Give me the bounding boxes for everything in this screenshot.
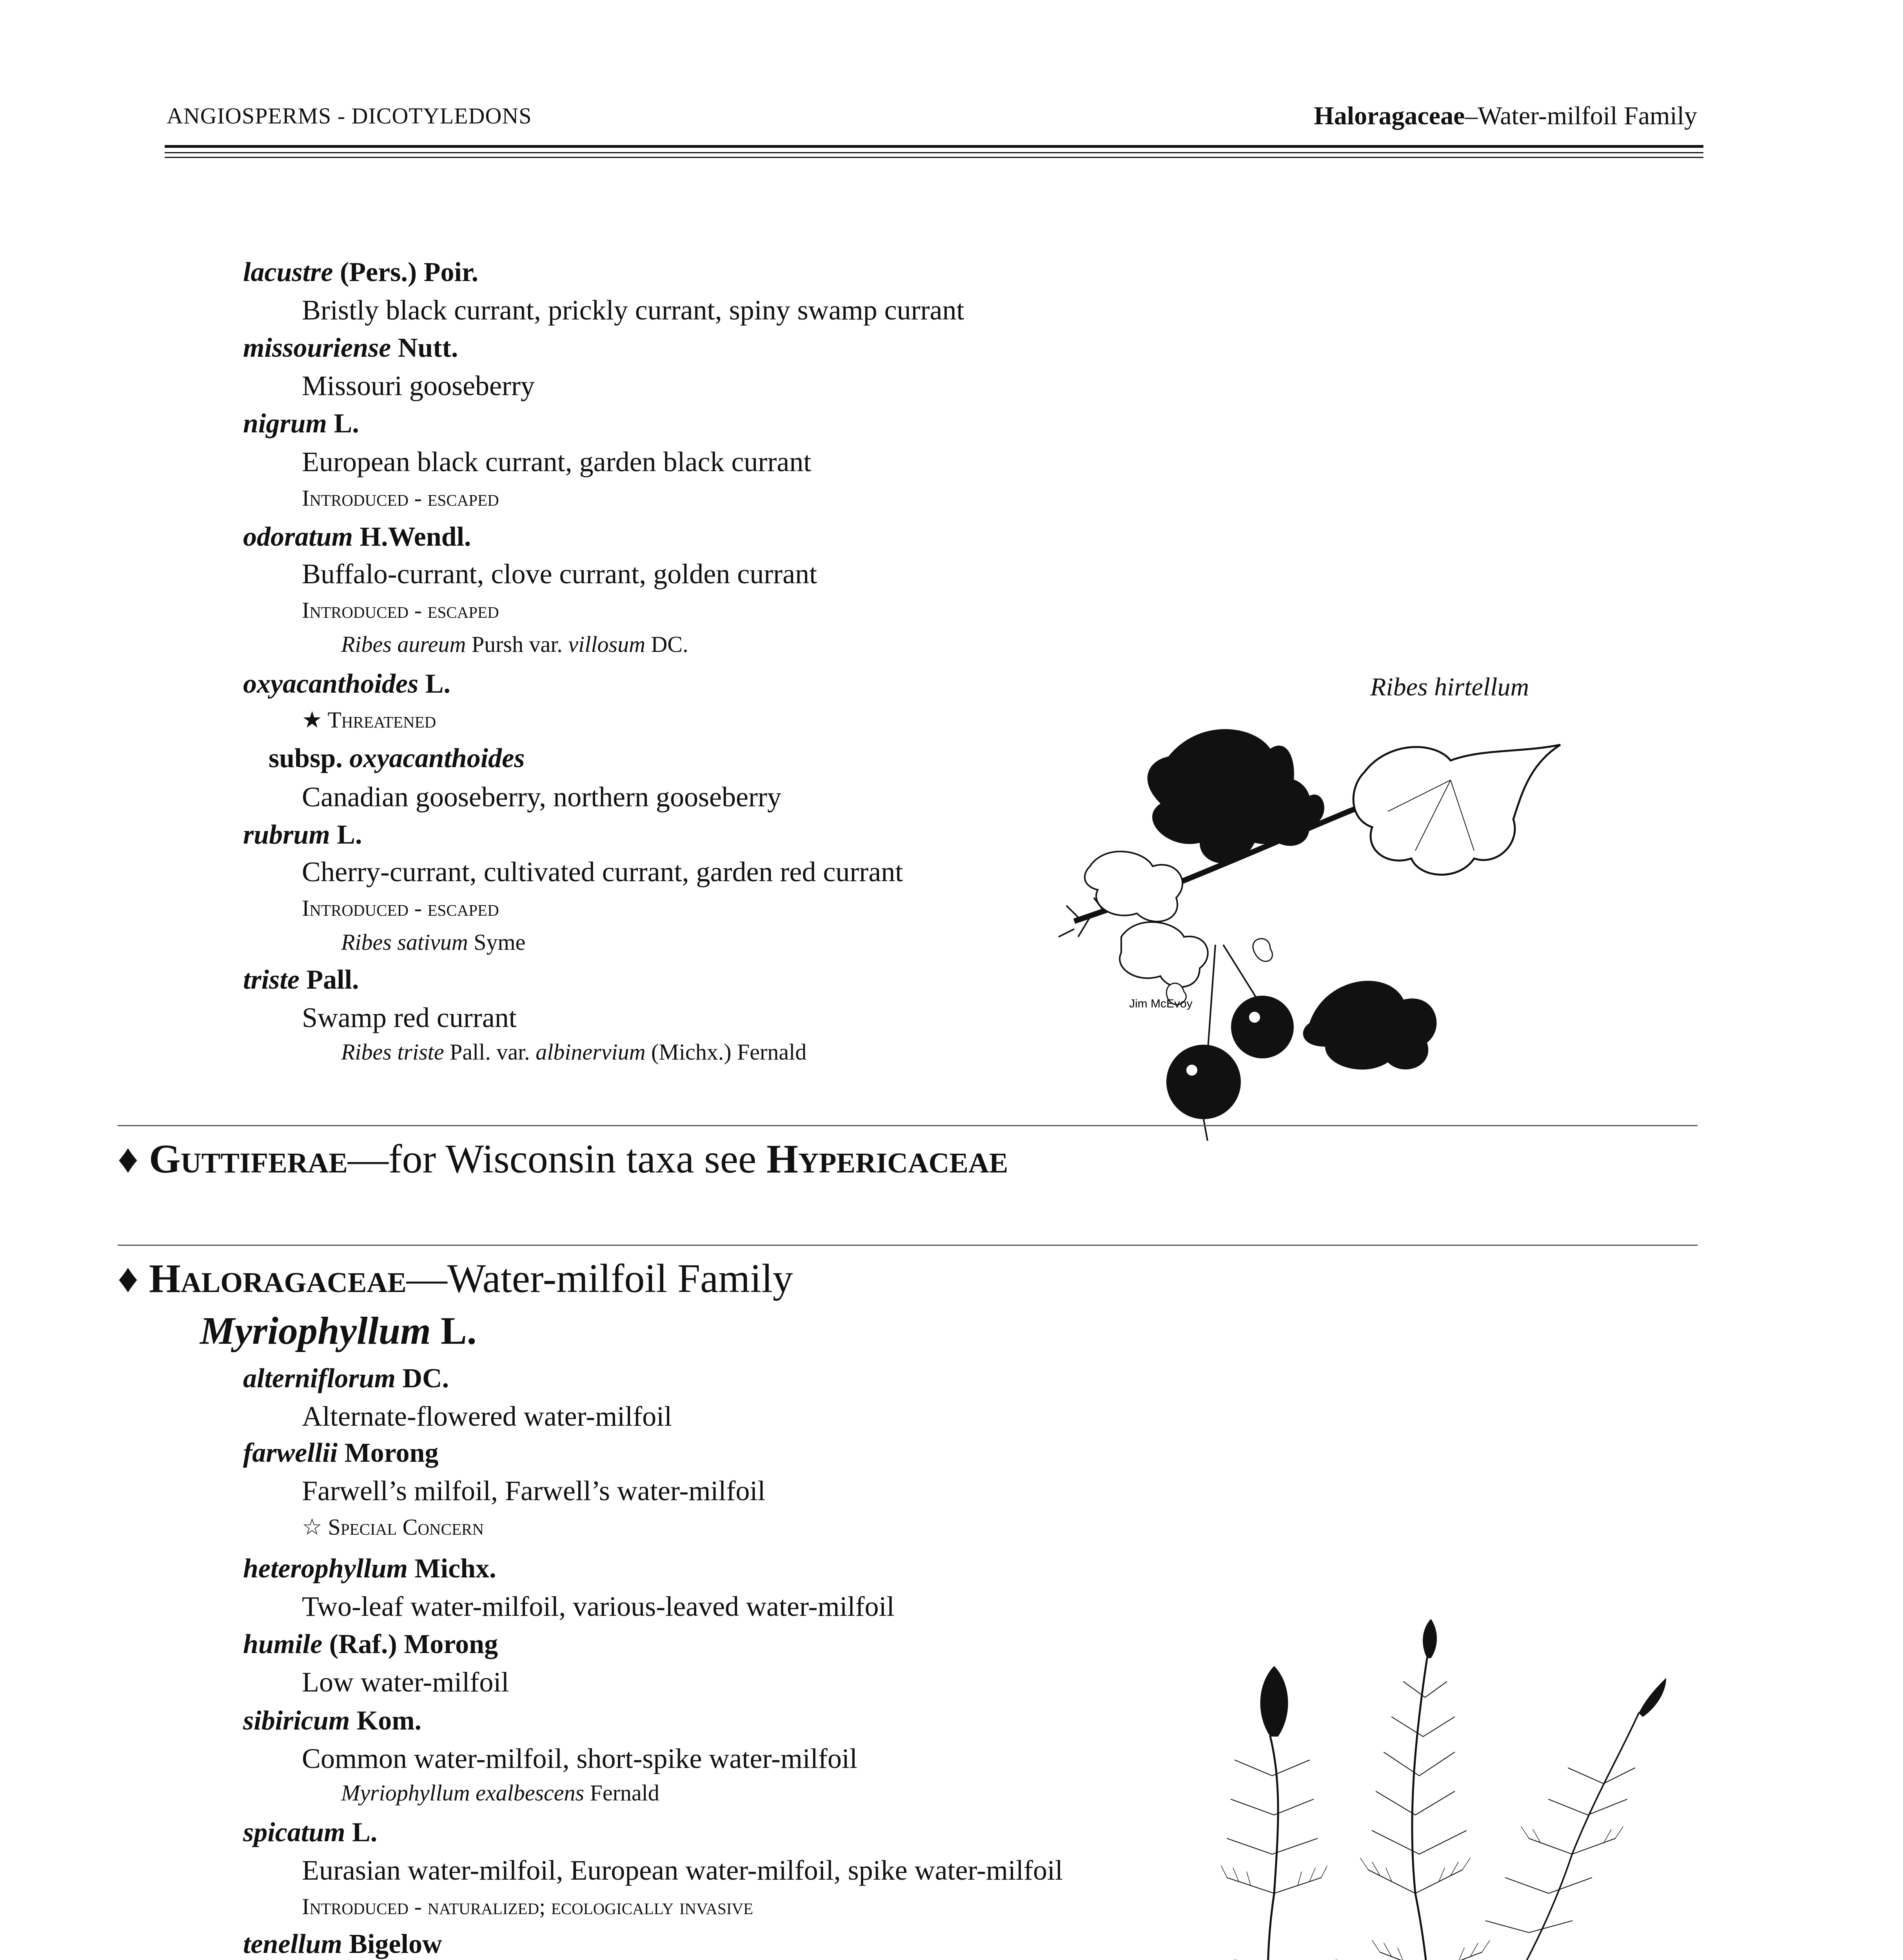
running-head-family: Haloragaceae — [1314, 102, 1465, 130]
species-name: odoratum H.Wendl. — [243, 522, 471, 552]
common-name: Alternate-flowered water-milfoil — [302, 1401, 672, 1432]
common-name: Low water-milfoil — [302, 1666, 509, 1698]
common-name: Two-leaf water-milfoil, various-leaved water-milfoil — [302, 1591, 895, 1622]
illustration-caption: Ribes hirtellum — [1370, 673, 1529, 701]
header-rule — [165, 145, 1703, 148]
status-note: ★ Threatened — [302, 707, 436, 733]
running-head-family-common: –Water-milfoil Family — [1465, 102, 1697, 130]
subspecies-name: subsp. oxyacanthoides — [269, 743, 525, 773]
species-name: sibiricum Kom. — [243, 1706, 422, 1736]
species-name: humile (Raf.) Morong — [243, 1629, 498, 1659]
species-name: heterophyllum Michx. — [243, 1553, 496, 1584]
header-rule — [165, 157, 1703, 158]
genus-name: Myriophyllum L. — [200, 1309, 477, 1352]
common-name: Canadian gooseberry, northern gooseberry — [302, 781, 781, 813]
species-name: oxyacanthoides L. — [243, 669, 450, 699]
species-name: spicatum L. — [243, 1817, 378, 1847]
common-name: Missouri gooseberry — [302, 370, 535, 401]
myriophyllum-illustration — [1196, 1619, 1705, 1960]
running-head-right — [1314, 101, 1697, 131]
section-separator — [118, 1125, 1698, 1126]
species-name: rubrum L. — [243, 820, 362, 850]
status-note: Introduced - escaped — [302, 485, 499, 511]
common-name: Bristly black currant, prickly currant, spiny swamp currant — [302, 294, 964, 326]
header-rule — [165, 152, 1703, 153]
common-name: Cherry-currant, cultivated currant, garden red currant — [302, 856, 903, 887]
artist-credit: Jim McEvoy — [1129, 997, 1193, 1010]
family-crossref: ♦ Guttiferae—for Wisconsin taxa see Hypericaceae — [118, 1136, 1008, 1181]
common-name: Eurasian water-milfoil, European water-milfoil, spike water-milfoil — [302, 1855, 1063, 1886]
synonym: Ribes aureum Pursh var. villosum DC. — [341, 632, 688, 657]
running-head-left: ANGIOSPERMS - DICOTYLEDONS — [167, 103, 532, 129]
common-name: Buffalo-currant, clove currant, golden currant — [302, 558, 817, 590]
synonym: Myriophyllum exalbescens Fernald — [341, 1780, 659, 1806]
synonym: Ribes sativum Syme — [341, 929, 526, 955]
status-note: Introduced - escaped — [302, 597, 499, 623]
species-name: lacustre (Pers.) Poir. — [243, 257, 479, 287]
section-separator — [118, 1245, 1698, 1246]
species-name: triste Pall. — [243, 965, 359, 995]
species-name: farwellii Morong — [243, 1438, 439, 1468]
common-name: Common water-milfoil, short-spike water-milfoil — [302, 1743, 857, 1774]
common-name: European black currant, garden black currant — [302, 446, 812, 477]
status-note: Introduced - escaped — [302, 895, 499, 921]
common-name: Farwell’s milfoil, Farwell’s water-milfoil — [302, 1475, 766, 1506]
species-name: missouriense Nutt. — [243, 333, 458, 363]
ribes-illustration — [1051, 702, 1568, 1141]
status-note: Introduced - naturalized; ecologically invasive — [302, 1894, 754, 1919]
species-name: alterniflorum DC. — [243, 1363, 449, 1394]
status-note: ☆ Special Concern — [302, 1514, 484, 1540]
diamond-icon: ♦ — [118, 1136, 139, 1181]
species-name: nigrum L. — [243, 408, 359, 439]
diamond-icon: ♦ — [118, 1256, 139, 1301]
synonym: Ribes triste Pall. var. albinervium (Michx.) Fernald — [341, 1039, 807, 1065]
common-name: Swamp red currant — [302, 1002, 517, 1033]
family-heading: ♦ Haloragaceae—Water-milfoil Family — [118, 1256, 793, 1301]
species-name: tenellum Bigelow — [243, 1929, 442, 1959]
